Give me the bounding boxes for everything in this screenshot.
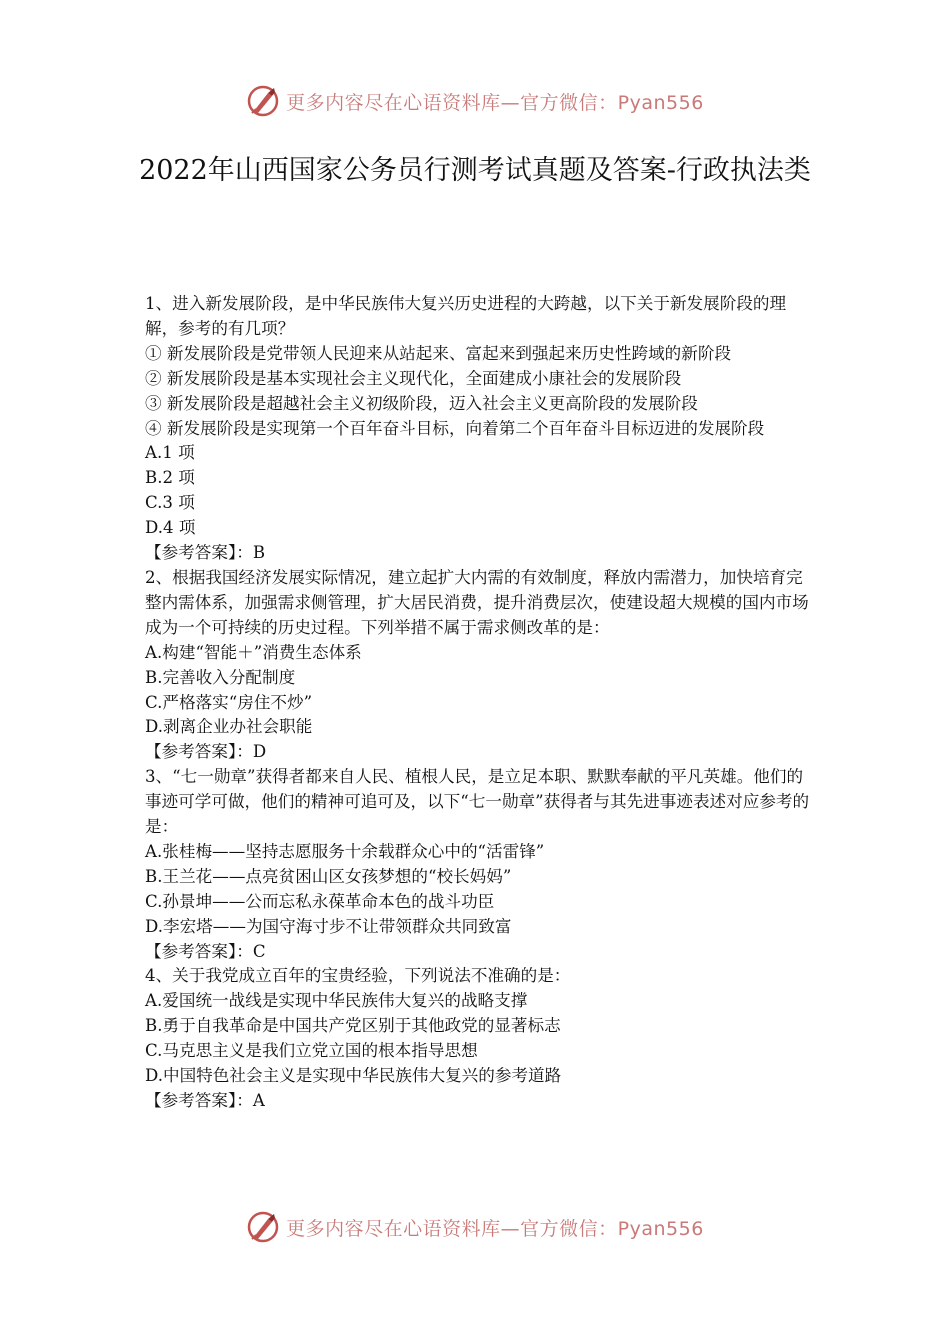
header-banner — [0, 84, 950, 118]
question-stem: 3、“七一勋章”获得者都来自人民、植根人民，是立足本职、默默奉献的平凡英雄。他们的事迹可学可做，他们的精神可追可及，以下“七一勋章”获得者与其先进事迹表述对应参考的是： — [145, 767, 810, 837]
question-option: D.中国特色社会主义是实现中华民族伟大复兴的参考道路 — [145, 1066, 562, 1086]
question-statement: ② 新发展阶段是基本实现社会主义现代化，全面建成小康社会的发展阶段 — [145, 368, 682, 388]
page-title: 2022年山西国家公务员行测考试真题及答案-行政执法类 — [139, 155, 811, 186]
question-option: D.剥离企业办社会职能 — [145, 717, 313, 737]
question-answer: 【参考答案】：B — [145, 543, 266, 563]
banner-text: 更多内容尽在心语资料库—官方微信：Pyan556 — [286, 1217, 704, 1240]
question-option: C.孙景坤——公而忘私永葆革命本色的战斗功臣 — [145, 891, 495, 911]
footer-banner — [0, 1210, 950, 1244]
question-stem: 4、关于我党成立百年的宝贵经验，下列说法不准确的是： — [145, 966, 571, 986]
question-block — [145, 964, 810, 1113]
question-answer: 【参考答案】：D — [145, 742, 267, 762]
question-option: B.2 项 — [145, 468, 195, 488]
question-option: B.王兰花——点亮贫困山区女孩梦想的“校长妈妈” — [145, 866, 512, 886]
question-option: D.4 项 — [145, 518, 196, 538]
question-option: A.张桂梅——坚持志愿服务十余载群众心中的“活雷锋” — [145, 841, 545, 861]
question-option: B.勇于自我革命是中国共产党区别于其他政党的显著标志 — [145, 1016, 561, 1036]
question-statement: ③ 新发展阶段是超越社会主义初级阶段，迈入社会主义更高阶段的发展阶段 — [145, 393, 698, 413]
question-option: B.完善收入分配制度 — [145, 667, 296, 687]
question-option: A.爱国统一战线是实现中华民族伟大复兴的战略支撑 — [145, 991, 528, 1011]
question-block — [145, 292, 810, 566]
question-stem: 2、根据我国经济发展实际情况，建立起扩大内需的有效制度，释放内需潜力，加快培育完整内需体系，加强需求侧管理，扩大居民消费，提升消费层次，使建设超大规模的国内市场成为一个可持续的历史过程。下列举措不属于需求侧改革的是： — [145, 567, 809, 637]
question-option: A.构建“智能＋”消费生态体系 — [145, 642, 362, 662]
question-option: C.严格落实“房住不炒” — [145, 692, 313, 712]
question-stem: 1、进入新发展阶段，是中华民族伟大复兴历史进程的大跨越，以下关于新发展阶段的理解，参考的有几项？ — [145, 294, 787, 338]
question-answer: 【参考答案】：C — [145, 941, 266, 961]
question-answer: 【参考答案】：A — [145, 1091, 265, 1110]
question-option: D.李宏塔——为国守海寸步不让带领群众共同致富 — [145, 916, 512, 936]
question-statement: ① 新发展阶段是党带领人民迎来从站起来、富起来到强起来历史性跨域的新阶段 — [145, 343, 732, 363]
banner-text: 更多内容尽在心语资料库—官方微信：Pyan556 — [286, 91, 704, 114]
question-option: C.马克思主义是我们立党立国的根本指导思想 — [145, 1041, 478, 1061]
question-block — [145, 566, 810, 765]
quill-pen-logo-icon — [246, 1210, 280, 1244]
question-statement: ④ 新发展阶段是实现第一个百年奋斗目标，向着第二个百年奋斗目标迈进的发展阶段 — [145, 418, 765, 438]
question-option: A.1 项 — [145, 443, 195, 463]
quill-pen-logo-icon — [246, 84, 280, 118]
question-option: C.3 项 — [145, 493, 195, 513]
question-block — [145, 765, 810, 964]
question-list — [145, 292, 810, 1114]
